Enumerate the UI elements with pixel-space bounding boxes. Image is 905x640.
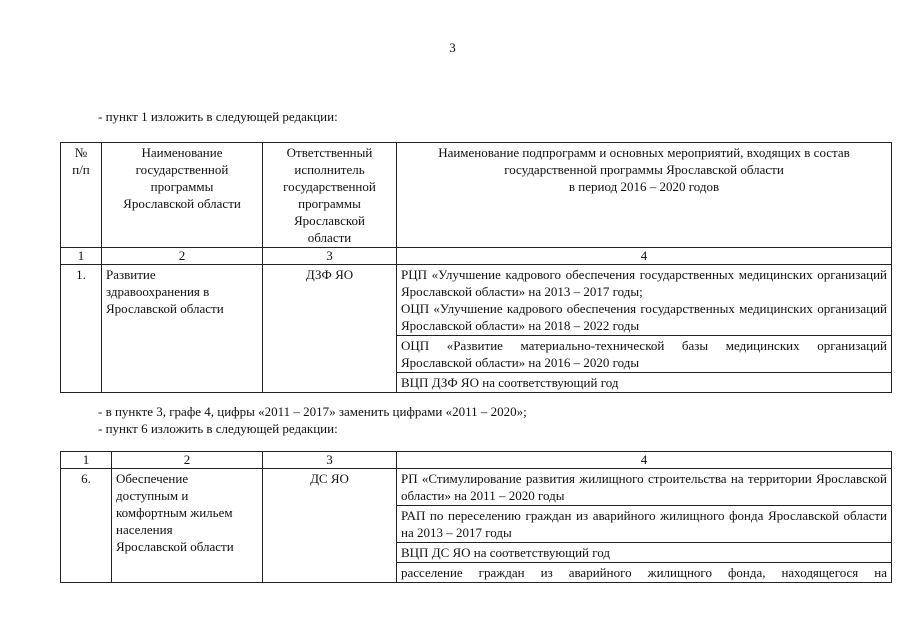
column-number: 4 <box>397 452 892 469</box>
column-number: 2 <box>102 248 263 265</box>
subprogram-item: расселение граждан из аварийного жилищного фонда, находящегося на <box>397 563 892 583</box>
row-number: 1. <box>61 265 102 393</box>
program-name: Обеспечение доступным и комфортным жильем населения Ярославской области <box>112 469 263 583</box>
column-number: 3 <box>263 248 397 265</box>
header-program-name: Наименование государственной программы Ярославской области <box>102 143 263 248</box>
program-executor: ДС ЯО <box>263 469 397 583</box>
subprogram-item: РП «Стимулирование развития жилищного строительства на территории Ярославской области» на 2011 – 2020 годы <box>397 469 892 506</box>
programs-table-2 <box>60 451 892 583</box>
subprogram-item: РАП по переселению граждан из аварийного жилищного фонда Ярославской области на 2013 – 2017 годы <box>397 506 892 543</box>
column-number: 4 <box>397 248 892 265</box>
instruction-point-3: - в пункте 3, графе 4, цифры «2011 – 2017» заменить цифрами «2011 – 2020»; <box>98 404 527 419</box>
program-name: Развитие здравоохранения в Ярославской области <box>102 265 263 393</box>
column-number: 3 <box>263 452 397 469</box>
table-header-row <box>61 143 892 248</box>
subprogram-item: ОЦП «Развитие материально-технической базы медицинских организаций Ярославской области» на 2016 – 2020 годы <box>397 336 892 373</box>
column-number: 1 <box>61 248 102 265</box>
header-subprograms: Наименование подпрограмм и основных мероприятий, входящих в состав государственной программы Ярославской области в период 2016 – 2020 годов <box>397 143 892 248</box>
subprogram-item: РЦП «Улучшение кадрового обеспечения государственных медицинских организаций Ярославской области» на 2013 – 2017 годы; ОЦП «Улучшение кадрового обеспечения государственных медицинских организаций Ярославской области» на 2018 – 2022 годы <box>397 265 892 336</box>
page-number: 3 <box>449 40 456 55</box>
row-number: 6. <box>61 469 112 583</box>
header-executor: Ответственный исполнитель государственной программы Ярославской области <box>263 143 397 248</box>
column-number-row <box>61 452 892 469</box>
header-number: № п/п <box>61 143 102 248</box>
subprogram-item: ВЦП ДЗФ ЯО на соответствующий год <box>397 373 892 393</box>
table-row <box>61 469 892 506</box>
instruction-point-6: - пункт 6 изложить в следующей редакции: <box>98 421 338 436</box>
column-number: 1 <box>61 452 112 469</box>
table-row <box>61 265 892 336</box>
column-number-row <box>61 248 892 265</box>
programs-table-1 <box>60 142 892 393</box>
program-executor: ДЗФ ЯО <box>263 265 397 393</box>
instruction-point-1: - пункт 1 изложить в следующей редакции: <box>98 109 338 124</box>
subprogram-item: ВЦП ДС ЯО на соответствующий год <box>397 543 892 563</box>
column-number: 2 <box>112 452 263 469</box>
